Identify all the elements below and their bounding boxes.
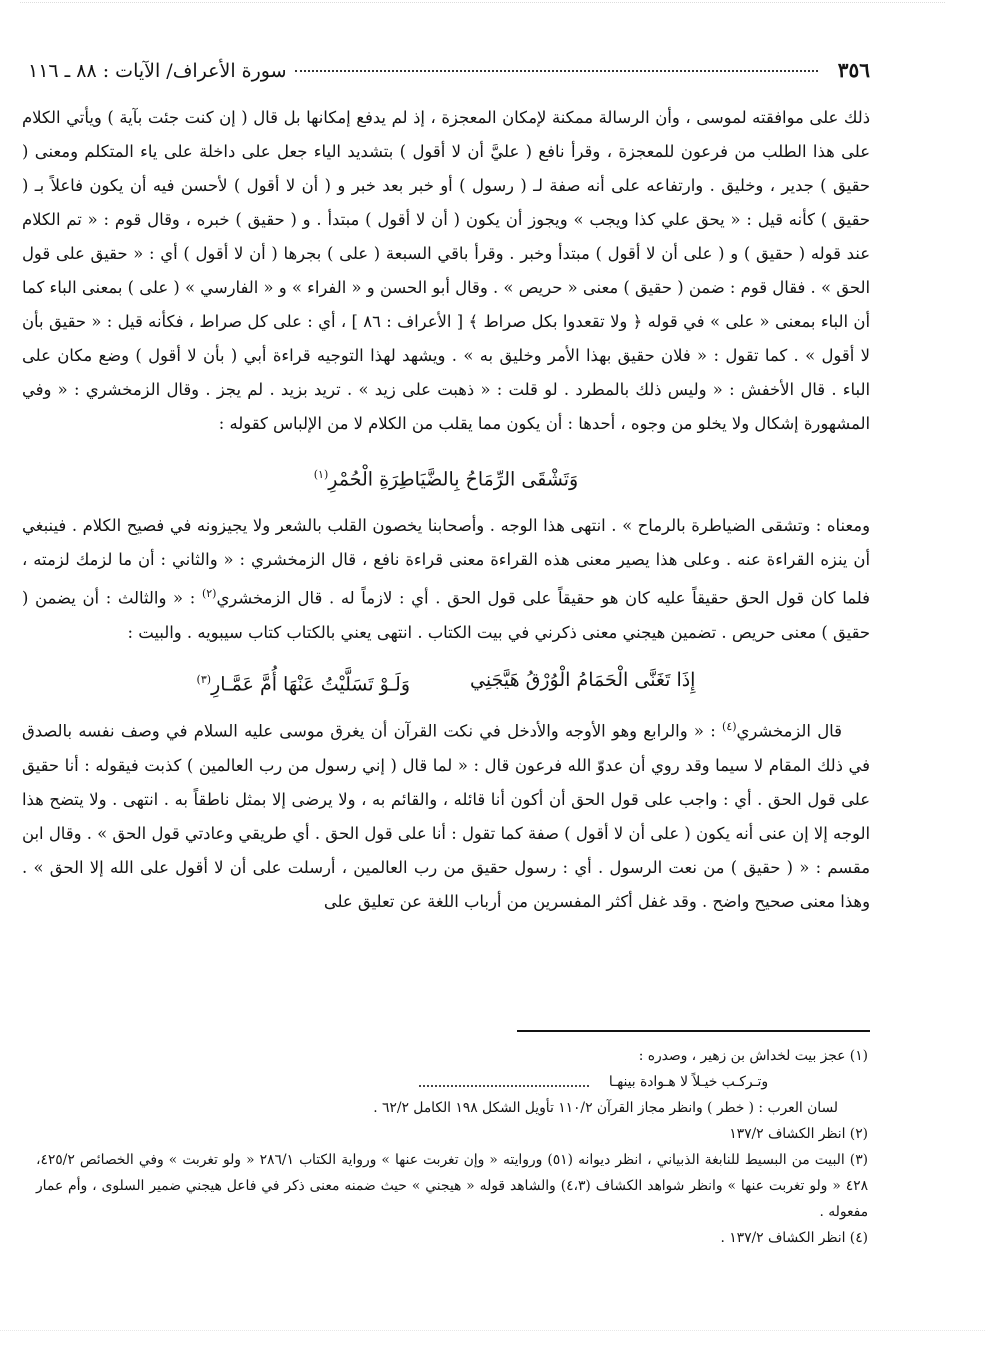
- footnote-4: (٤) انظر الكشاف ١٣٧/٢ .: [720, 1230, 868, 1246]
- verse-1: [22, 453, 870, 501]
- paragraph-2-text: ومعناه : وتشقى الضياطرة بالرماح » . انتهى هذا الوجه . وأصحابنا يخصون القلب بالشعر ولا يجيزونه في فصيح الكلام . فينبغي أن ينزه القراءة عنه . وعلى هذا يصير معنى هذه القراءة معنى قراءة نافع ، قال الزمخشري : « والثاني : أن ما لزمك لزمته ، فلما كان قول الحق حقيقاً عليه كان هو حقيقاً على قول الحق . أي : لازماً له . قال الزمخشري: [22, 516, 871, 608]
- paragraph-1: ذلك على موافقته لموسى ، وأن الرسالة ممكنة لإمكان المعجزة ، إذ لم يدفع إمكانها بل قال ( إن كنت جئت بآية ) ويأتي الكلام على هذا الطلب من فرعون للمعجزة ، وقرأ نافع ( عليَّ أن لا أقول ) بتشديد الياء جعل على داخلة على ياء المتكلم ومعنى ( حقيق ) جدير ، وخليق . وارتفاعه على أنه صفة لـ ( رسول ) أو خبر بعد خبر و ( أن لا أقول ) لأحسن فيه أن يكون فاعلاً بـ ( حقيق ) كأنه قيل : « يحق علي كذا ويجب » ويجوز أن يكون ( أن لا أقول ) مبتدأ . و ( حقيق ) خبره ، وقال قوم : « تم الكلام عند قوله ( حقيق ) و ( على أن لا أقول ) مبتدأ وخبر . وقرأ باقي السبعة ( على ) بجرها ( أن لا أقول ) أي : « حقيق على قول الحق » . فقال قوم : ضمن ( حقيق ) معنى « حريص » . وقال أبو الحسن و « الفراء » و « الفارسي » ( على ) بمعنى الباء كما أن الباء بمعنى « على » في قوله ﴿ ولا تقعدوا بكل صراط ﴾ [ الأعراف : ٨٦ ] ، أي : على كل صراط ، فكأنه قيل : « حقيق بأن لا أقول » . كما تقول : « فلان حقيق بهذا الأمر وخليق به » . ويشهد لهذا التوجيه قراءة أبي ( بأن لا أقول ) وضع مكان على الباء . قال الأخفش : « وليس ذلك بالمطرد . لو قلت : « ذهبت على زيد » . تريد بزيد . لم يجز . وقال الزمخشري : « وفي المشهورة إشكال ولا يخلو من وجوه ، أحدها : أن يكون مما يقلب من الكلام لا من الإلباس كقوله :: [22, 108, 870, 433]
- footnote-1-verse: [36, 1069, 868, 1095]
- verse-2-hemistich-b-text: وَلَـوْ تَسَلَّيْتُ عَنْهَا أُمَّ عَمَّـارِ: [211, 673, 410, 696]
- footnote-3: (٣) البيت من البسيط للنابغة الذبياني ، انظر ديوانه (٥١) وروايته « وإن تغربت عنها » ورواية الكتاب ٢٨٦/١ « ولو تغربت » وفي الخصائص ٤٢٥/٢، ٤٢٨ « ولو تغربت عنها » وانظر شواهد الكشاف (٤،٣) والشاهد قوله « هيجني » حيث ضمنه معنى ذكر في فاعل هيجني ضمير السلوى ، وأم عمار مفعوله .: [36, 1152, 868, 1220]
- main-text: [22, 101, 870, 919]
- scan-artifact-top: [20, 2, 945, 17]
- page-number: ٣٥٦: [837, 58, 870, 82]
- footnotes: [36, 1043, 868, 1251]
- verse-2-hemistich-a: إِذَا تَغَنَّى الْحَمَامُ الْوُرْقُ هَيَّجَنِي: [470, 668, 696, 691]
- footnote-1-verse-text: وتـركـب خيـلاً لا هـوادة بينهـا: [608, 1074, 768, 1090]
- paragraph-3-start: قال الزمخشري: [736, 721, 842, 741]
- header-leader-dots: [295, 70, 818, 72]
- paragraph-3-text: : « والرابع وهو الأوجه والأدخل في نكت القرآن أن يغرق موسى عليه السلام في وصف نفسه بالصدق في ذلك المقام لا سيما وقد روي أن عدوّ الله فرعون قال : « لما قال ( إني رسول من رب العالمين ) كذبت فيقوله : أنا حقيق على قول الحق . أي : واجب على قول الحق أن أكون أنا قائله ، والقائم به ، ولا يرضى إلا بمثل ناطقاً به . انتهى . ولا يتضح هذا الوجه إلا إن عنى أنه يكون ( على أن لا أقول ) صفة كما تقول : أنا على قول الحق . أي طريقي وعادتي قول الحق » . وقال ابن مقسم : « ( حقيق ) من نعت الرسول . أي : رسول حقيق من رب العالمين ، أرسلت على أن لا أقول على الله إلا الحق » . وهذا معنى صحيح واضح . وقد غفل أكثر المفسرين من أرباب اللغة عن تعليق على: [22, 721, 870, 911]
- footnote-ref-2: (٢): [201, 587, 217, 601]
- footnote-1: (١) عجز بيت لخداش بن زهير ، وصدره :: [638, 1048, 868, 1064]
- footnote-1-source: لسان العرب : ( خطر ) وانظر مجاز القرآن ١١٠/٢ تأويل الشكل ١٩٨ الكامل ٦٢/٢ .: [373, 1100, 838, 1116]
- scan-artifact-bottom: [0, 1330, 985, 1331]
- footnote-ref-3: (٣): [196, 672, 212, 686]
- running-header: [28, 58, 870, 88]
- paragraph-3: [22, 710, 870, 918]
- chapter-title: سورة الأعراف/ الآيات : ٨٨ ـ ١١٦: [28, 60, 287, 82]
- footnote-separator: [517, 1030, 870, 1032]
- footnote-2: (٢) انظر الكشاف ١٣٧/٢: [729, 1126, 868, 1142]
- paragraph-2-continued: : « والثالث : أن يضمن ( حقيق ) معنى حريص . تضمين هيجني معنى ذكرني في بيت الكتاب . انتهى يعني بالكتاب كتاب سيبويه . والبيت :: [22, 588, 870, 642]
- footnote-ref-4: (٤): [722, 720, 737, 734]
- verse-2-hemistich-b: [197, 658, 410, 706]
- footnote-ref-1: (١): [313, 468, 329, 481]
- verse-1-text: وَتَشْقَى الرِّمَاحُ بِالضَّيَاطِرَةِ الْحُمْرِ: [328, 468, 579, 491]
- paragraph-2: [22, 509, 870, 649]
- footnote-1-verse-dots: [419, 1061, 589, 1087]
- verse-2: [22, 658, 870, 706]
